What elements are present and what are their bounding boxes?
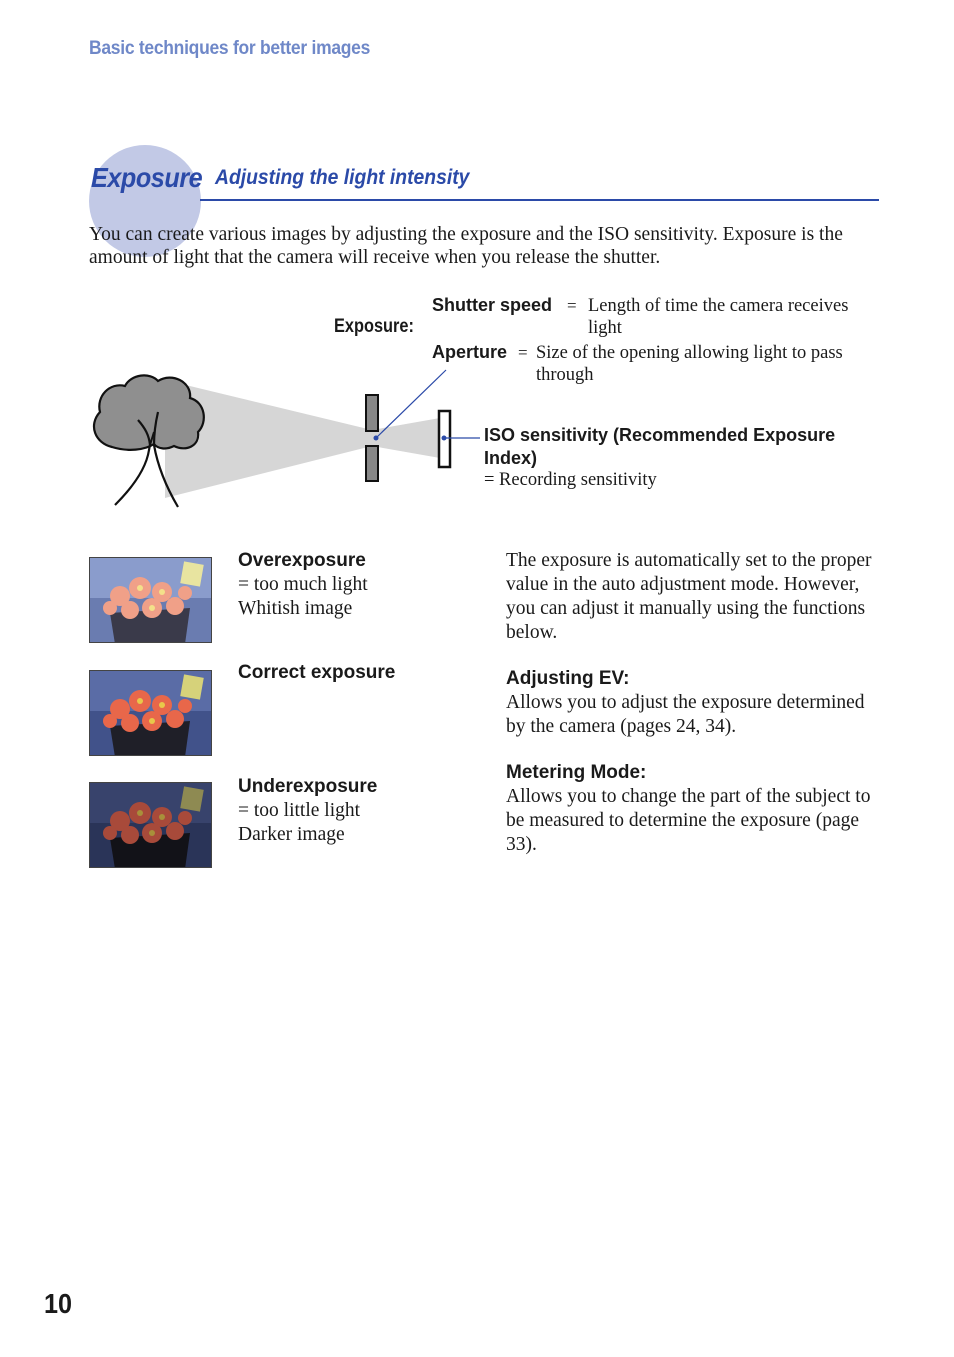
auto-exposure-paragraph: The exposure is automatically set to the proper value in the auto adjustment mode. However, you can adjust it manually using the functions below. (506, 550, 872, 643)
aperture-label: Aperture (432, 342, 508, 362)
intro-paragraph: You can create various images by adjusting the exposure and the ISO sensitivity. Exposure is the amount of light that the camera will receive when you release the shutter. (89, 224, 843, 268)
aperture-blade-top (366, 395, 378, 431)
aperture-value: Size of the opening allowing light to pass through (536, 343, 843, 385)
exposure-diagram (80, 290, 480, 515)
shutter-speed-value: Length of time the camera receives light (588, 296, 849, 338)
adjusting-ev-heading: Adjusting EV: (506, 668, 630, 689)
metering-mode-heading: Metering Mode: (506, 762, 647, 783)
right-column (506, 549, 878, 857)
overexposure-caption (238, 549, 368, 621)
underexposure-caption (238, 775, 377, 847)
overexposure-line-2: Whitish image (238, 598, 353, 619)
overexposure-line-1: = too much light (238, 574, 368, 595)
overexposure-title: Overexposure (238, 550, 366, 571)
breadcrumb: Basic techniques for better images (89, 38, 371, 59)
metering-mode-text: Allows you to change the part of the subject to be measured to determine the exposure (page 33). (506, 786, 871, 855)
iso-sensitivity-value: = Recording sensitivity (484, 470, 657, 490)
section-title: Exposure (91, 162, 203, 193)
correct-exposure-caption (238, 662, 395, 684)
underexposure-line-1: = too little light (238, 800, 361, 821)
section-subtitle: Adjusting the light intensity (215, 166, 470, 189)
light-cone-inner (372, 418, 440, 458)
correct-exposure-title: Correct exposure (238, 662, 396, 683)
iso-sensitivity-label: ISO sensitivity (Recommended Exposure Index) (484, 425, 836, 468)
correct-exposure-photo (89, 670, 212, 756)
shutter-speed-equals: = (567, 296, 577, 315)
aperture-blade-bottom (366, 446, 378, 481)
underexposure-title: Underexposure (238, 776, 378, 797)
exposure-label: Exposure: (334, 316, 414, 337)
underexposure-line-2: Darker image (238, 824, 345, 845)
shutter-speed-label: Shutter speed (432, 295, 553, 315)
aperture-equals: = (518, 343, 528, 362)
title-rule (200, 199, 879, 201)
page-number: 10 (44, 1288, 73, 1319)
adjusting-ev-text: Allows you to adjust the exposure determined by the camera (pages 24, 34). (506, 692, 865, 737)
underexposure-photo (89, 782, 212, 868)
overexposure-photo (89, 557, 212, 643)
